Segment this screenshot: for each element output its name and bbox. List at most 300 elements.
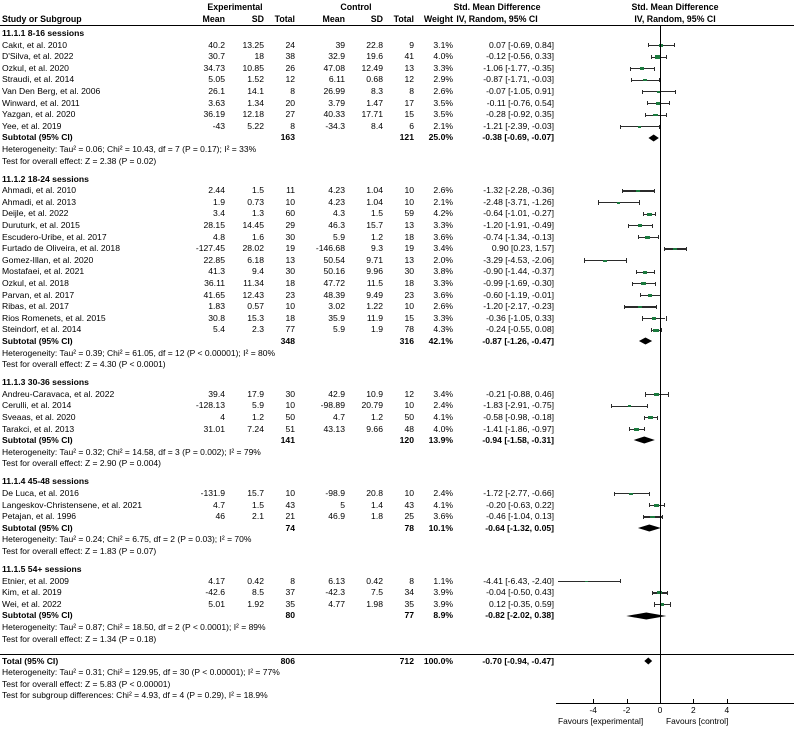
ci-end-cap bbox=[640, 293, 641, 297]
ctrl-total: 18 bbox=[404, 231, 414, 242]
study-effect-marker bbox=[638, 306, 642, 308]
exp-total: 8 bbox=[290, 86, 295, 96]
exp-mean: 26.1 bbox=[208, 86, 225, 96]
exp-mean: 39.4 bbox=[208, 388, 225, 399]
ctrl-total: 19 bbox=[404, 243, 414, 254]
x-axis-line bbox=[556, 703, 794, 704]
smd-value: -1.20 [-2.17, -0.23] bbox=[483, 301, 554, 312]
exp-mean: 31.01 bbox=[203, 423, 225, 434]
ci-end-cap bbox=[657, 416, 658, 420]
ctrl-sd: 1.9 bbox=[371, 324, 383, 335]
ci-end-cap bbox=[655, 282, 656, 286]
subgroup-heterogeneity-5: Heterogeneity: Tau² = 0.87; Chi² = 18.50, df = 2 (P < 0.0001); I² = 89% bbox=[2, 621, 266, 632]
study-label: Van Den Berg, et al. 2006 bbox=[2, 86, 101, 96]
weight-value: 2.0% bbox=[433, 254, 453, 265]
ci-end-cap bbox=[645, 392, 646, 396]
ci-end-cap bbox=[620, 125, 621, 129]
subtotal-exp-total: 74 bbox=[285, 522, 295, 533]
exp-mean: 5.01 bbox=[208, 598, 225, 609]
study-effect-marker bbox=[653, 114, 658, 117]
ctrl-mean: 4.23 bbox=[328, 185, 345, 196]
ctrl-mean: 4.3 bbox=[333, 208, 345, 219]
exp-mean: -43 bbox=[212, 120, 225, 131]
subtotal-smd: -0.82 [-2.02, 0.38] bbox=[485, 610, 554, 621]
exp-mean: 3.63 bbox=[208, 97, 225, 108]
weight-value: 3.6% bbox=[433, 289, 453, 300]
favours-control-label: Favours [control] bbox=[666, 716, 729, 726]
exp-sd: 17.9 bbox=[247, 388, 264, 399]
total-smd: -0.70 [-0.94, -0.47] bbox=[482, 655, 554, 666]
exp-mean: -131.9 bbox=[200, 487, 225, 498]
ctrl-total: 30 bbox=[404, 266, 414, 277]
ci-end-cap bbox=[636, 270, 637, 274]
exp-total: 23 bbox=[285, 289, 295, 300]
exp-mean: 4.17 bbox=[208, 575, 225, 586]
ctrl-total: 48 bbox=[404, 423, 414, 434]
smd-value: -1.21 [-2.39, -0.03] bbox=[483, 120, 554, 131]
ctrl-mean: 35.9 bbox=[328, 312, 345, 323]
exp-sd: 9.4 bbox=[252, 266, 264, 277]
subtotal-weight: 25.0% bbox=[428, 132, 453, 143]
study-label: Ahmadi, et al. 2010 bbox=[2, 185, 77, 196]
ctrl-mean: 39 bbox=[335, 39, 345, 50]
exp-total: 8 bbox=[290, 575, 295, 586]
smd-value: 0.12 [-0.35, 0.59] bbox=[489, 598, 554, 609]
subtotal-label: Subtotal (95% CI) bbox=[2, 522, 73, 533]
exp-total: 26 bbox=[285, 62, 295, 73]
summary-diamond bbox=[556, 335, 794, 347]
ctrl-mean: 46.9 bbox=[328, 511, 345, 522]
ci-end-cap bbox=[651, 328, 652, 332]
ctrl-mean: 46.3 bbox=[328, 220, 345, 230]
ctrl-sd: 20.79 bbox=[361, 400, 383, 411]
weight-value: 2.4% bbox=[433, 400, 453, 411]
exp-sd: 1.34 bbox=[247, 97, 264, 108]
study-effect-marker bbox=[645, 236, 650, 239]
study-effect-marker bbox=[647, 213, 652, 216]
header-group-experimental: Experimental bbox=[207, 2, 263, 12]
ci-end-cap bbox=[629, 427, 630, 431]
ci-end-cap bbox=[675, 90, 676, 94]
ci-end-cap bbox=[644, 416, 645, 420]
ci-end-cap bbox=[624, 305, 625, 309]
exp-sd: 1.5 bbox=[252, 499, 264, 510]
ctrl-total: 43 bbox=[404, 499, 414, 510]
total-weight: 100.0% bbox=[423, 655, 453, 666]
header-plot-title: Std. Mean Difference bbox=[631, 2, 719, 12]
ctrl-sd: 1.04 bbox=[366, 196, 383, 207]
smd-value: -0.87 [-1.71, -0.03] bbox=[483, 74, 554, 85]
ctrl-mean: 50.54 bbox=[323, 254, 345, 265]
exp-total: 18 bbox=[285, 312, 295, 323]
study-label: Deijle, et al. 2022 bbox=[2, 208, 69, 219]
study-effect-marker bbox=[654, 504, 659, 507]
total-label: Total (95% CI) bbox=[2, 655, 59, 666]
ci-end-cap bbox=[666, 113, 667, 117]
study-label: Gomez-Illan, et al. 2020 bbox=[2, 254, 94, 265]
ci-end-cap bbox=[620, 579, 621, 583]
exp-total: 30 bbox=[285, 266, 295, 277]
subgroup-differences-test: Test for subgroup differences: Chi² = 4.93, df = 4 (P = 0.29), I² = 18.9% bbox=[2, 690, 268, 701]
exp-total: 19 bbox=[285, 243, 295, 254]
exp-sd: 11.34 bbox=[243, 278, 264, 288]
ctrl-sd: 1.2 bbox=[371, 412, 383, 422]
subgroup-heading-2: 11.1.2 18-24 sessions bbox=[2, 173, 89, 184]
study-label: Tarakci, et al. 2013 bbox=[2, 423, 75, 434]
exp-mean: 41.3 bbox=[208, 266, 225, 277]
study-label: De Luca, et al. 2016 bbox=[2, 487, 79, 498]
study-label: Ozkul, et al. 2020 bbox=[2, 62, 69, 73]
ctrl-mean: 48.39 bbox=[323, 289, 345, 300]
subgroup-heading-4: 11.1.4 45-48 sessions bbox=[2, 476, 89, 487]
smd-value: -0.64 [-1.01, -0.27] bbox=[483, 208, 554, 219]
ctrl-total: 10 bbox=[404, 196, 414, 207]
smd-value: -0.58 [-0.98, -0.18] bbox=[483, 412, 554, 422]
header-plot-sub: IV, Random, 95% CI bbox=[634, 14, 716, 24]
ctrl-sd: 8.3 bbox=[371, 86, 383, 96]
ctrl-total: 59 bbox=[404, 208, 414, 219]
ctrl-mean: 47.08 bbox=[323, 62, 345, 73]
subtotal-smd: -0.87 [-1.26, -0.47] bbox=[482, 336, 554, 346]
x-axis-tick bbox=[627, 699, 628, 703]
weight-value: 2.1% bbox=[433, 120, 453, 131]
ctrl-total: 15 bbox=[404, 312, 414, 323]
ctrl-total: 41 bbox=[404, 51, 414, 62]
ctrl-sd: 7.5 bbox=[371, 587, 383, 598]
study-label: Parvan, et al. 2017 bbox=[2, 289, 75, 300]
header-col-ctrl-mean: Mean bbox=[322, 14, 345, 24]
weight-value: 4.0% bbox=[433, 423, 453, 434]
exp-mean: 41.65 bbox=[203, 289, 225, 300]
smd-value: -0.20 [-0.63, 0.22] bbox=[486, 499, 554, 510]
study-effect-marker bbox=[643, 271, 648, 274]
subgroup-heterogeneity-1: Heterogeneity: Tau² = 0.06; Chi² = 10.43, df = 7 (P = 0.17); I² = 33% bbox=[2, 144, 257, 154]
subtotal-ctrl-total: 78 bbox=[404, 522, 414, 533]
ci-end-cap bbox=[670, 602, 671, 606]
x-axis-tick bbox=[660, 699, 661, 703]
exp-sd: 14.1 bbox=[247, 86, 264, 96]
study-effect-marker bbox=[617, 202, 620, 204]
smd-value: -0.90 [-1.44, -0.37] bbox=[483, 266, 554, 277]
subgroup-overall-effect-2: Test for overall effect: Z = 4.30 (P < 0.0001) bbox=[2, 359, 166, 370]
x-axis-tick bbox=[693, 699, 694, 703]
smd-value: -0.07 [-1.05, 0.91] bbox=[486, 86, 554, 96]
study-label: Mostafaei, et al. 2021 bbox=[2, 266, 85, 277]
subtotal-ctrl-total: 121 bbox=[399, 132, 414, 143]
x-axis-tick bbox=[593, 699, 594, 703]
ci-end-cap bbox=[654, 189, 655, 193]
smd-value: -0.46 [-1.04, 0.13] bbox=[486, 511, 554, 522]
exp-sd: 14.45 bbox=[242, 220, 264, 230]
exp-sd: 12.43 bbox=[242, 289, 264, 300]
weight-value: 3.6% bbox=[433, 511, 453, 522]
x-axis-tick-label: 0 bbox=[657, 705, 663, 715]
study-label: Ribas, et al. 2017 bbox=[2, 301, 69, 312]
ci-end-cap bbox=[630, 67, 631, 71]
study-label: Etnier, et al. 2009 bbox=[2, 575, 69, 586]
ctrl-mean: 4.77 bbox=[328, 598, 345, 609]
ctrl-sd: 9.66 bbox=[366, 423, 383, 434]
study-label: Ahmadi, et al. 2013 bbox=[2, 196, 77, 207]
ci-end-cap bbox=[674, 43, 675, 47]
ci-end-cap bbox=[628, 224, 629, 228]
subtotal-ctrl-total: 316 bbox=[399, 336, 414, 346]
weight-value: 1.1% bbox=[433, 575, 453, 586]
weight-value: 4.0% bbox=[433, 51, 453, 62]
ctrl-total: 8 bbox=[409, 575, 414, 586]
ci-end-cap bbox=[669, 101, 670, 105]
header-group-control: Control bbox=[340, 2, 372, 12]
weight-value: 3.3% bbox=[433, 278, 453, 288]
exp-total: 10 bbox=[285, 487, 295, 498]
ctrl-total: 17 bbox=[404, 97, 414, 108]
subgroup-heterogeneity-2: Heterogeneity: Tau² = 0.39; Chi² = 61.05, df = 12 (P < 0.00001); I² = 80% bbox=[2, 347, 276, 358]
subgroup-overall-effect-4: Test for overall effect: Z = 1.83 (P = 0.07) bbox=[2, 545, 157, 556]
ci-end-cap bbox=[652, 224, 653, 228]
exp-mean: 1.9 bbox=[213, 196, 225, 207]
ctrl-mean: -42.3 bbox=[325, 587, 345, 598]
total-heterogeneity: Heterogeneity: Tau² = 0.31; Chi² = 129.95, df = 30 (P < 0.00001); I² = 77% bbox=[2, 667, 280, 678]
ctrl-sd: 1.8 bbox=[371, 511, 383, 522]
study-label: Winward, et al. 2011 bbox=[2, 97, 80, 108]
weight-value: 2.4% bbox=[433, 487, 453, 498]
exp-mean: 40.2 bbox=[208, 39, 225, 50]
subtotal-weight: 10.1% bbox=[428, 522, 453, 533]
ci-end-cap bbox=[686, 247, 687, 251]
ctrl-total: 9 bbox=[409, 39, 414, 50]
exp-sd: 1.6 bbox=[252, 231, 264, 242]
study-effect-marker bbox=[585, 581, 587, 582]
subgroup-overall-effect-5: Test for overall effect: Z = 1.34 (P = 0.18) bbox=[2, 633, 157, 644]
weight-value: 4.3% bbox=[433, 324, 453, 335]
weight-value: 3.3% bbox=[433, 62, 453, 73]
weight-value: 3.3% bbox=[433, 220, 453, 230]
exp-total: 35 bbox=[285, 598, 295, 609]
ci-end-cap bbox=[656, 305, 657, 309]
study-label: D'Silva, et al. 2022 bbox=[2, 51, 74, 62]
subgroup-overall-effect-3: Test for overall effect: Z = 2.90 (P = 0.004) bbox=[2, 458, 161, 469]
study-label: Sveaas, et al. 2020 bbox=[2, 412, 76, 422]
ctrl-mean: 40.33 bbox=[323, 109, 345, 120]
ctrl-sd: 1.04 bbox=[366, 185, 383, 196]
summary-diamond bbox=[556, 610, 794, 622]
subgroup-heading-3: 11.1.3 30-36 sessions bbox=[2, 377, 89, 388]
smd-value: -1.83 [-2.91, -0.75] bbox=[483, 400, 554, 411]
exp-total: 21 bbox=[285, 511, 295, 522]
ctrl-mean: -98.89 bbox=[320, 400, 345, 411]
smd-value: -0.24 [-0.55, 0.08] bbox=[486, 324, 554, 335]
study-effect-marker bbox=[638, 224, 642, 227]
ctrl-mean: 3.79 bbox=[328, 97, 345, 108]
ci-end-cap bbox=[645, 113, 646, 117]
ctrl-total: 13 bbox=[404, 220, 414, 230]
ctrl-sd: 0.42 bbox=[366, 575, 383, 586]
exp-sd: 10.85 bbox=[242, 62, 264, 73]
weight-value: 3.4% bbox=[433, 388, 453, 399]
ctrl-mean: 6.13 bbox=[328, 575, 345, 586]
exp-sd: 6.18 bbox=[247, 254, 264, 265]
ci-end-cap bbox=[631, 78, 632, 82]
weight-value: 3.4% bbox=[433, 243, 453, 254]
subtotal-smd: -0.64 [-1.32, 0.05] bbox=[485, 522, 554, 533]
exp-total: 10 bbox=[285, 400, 295, 411]
study-label: Escudero-Uribe, et al. 2017 bbox=[2, 231, 107, 242]
weight-value: 3.9% bbox=[433, 598, 453, 609]
study-effect-marker bbox=[643, 79, 647, 81]
ctrl-mean: 42.9 bbox=[328, 388, 345, 399]
ctrl-sd: 9.96 bbox=[366, 266, 383, 277]
exp-mean: 36.11 bbox=[204, 278, 225, 288]
ctrl-total: 10 bbox=[404, 301, 414, 312]
study-label: Langeskov-Christensene, et al. 2021 bbox=[2, 499, 142, 510]
study-label: Kim, et al. 2019 bbox=[2, 587, 62, 598]
ctrl-sd: 15.7 bbox=[366, 220, 383, 230]
smd-value: -0.36 [-1.05, 0.33] bbox=[486, 312, 554, 323]
study-label: Yee, et al. 2019 bbox=[2, 120, 62, 131]
header-col-study: Study or Subgroup bbox=[2, 14, 82, 24]
ctrl-sd: 17.71 bbox=[361, 109, 383, 120]
ctrl-mean: 5.9 bbox=[333, 231, 345, 242]
study-label: Petajan, et al. 1996 bbox=[2, 511, 77, 522]
ctrl-sd: 1.2 bbox=[371, 231, 383, 242]
ci-end-cap bbox=[644, 427, 645, 431]
ci-end-cap bbox=[649, 503, 650, 507]
exp-sd: 2.3 bbox=[252, 324, 264, 335]
study-effect-marker bbox=[634, 428, 639, 431]
smd-value: -0.21 [-0.88, 0.46] bbox=[486, 388, 554, 399]
ctrl-total: 13 bbox=[404, 62, 414, 73]
ctrl-mean: -146.68 bbox=[315, 243, 345, 254]
subtotal-weight: 42.1% bbox=[428, 336, 453, 346]
exp-sd: 0.42 bbox=[247, 575, 264, 586]
total-top-rule bbox=[0, 654, 794, 655]
study-label: Duruturk, et al. 2015 bbox=[2, 220, 80, 230]
exp-total: 13 bbox=[285, 254, 295, 265]
ctrl-total: 12 bbox=[404, 74, 414, 85]
smd-value: -4.41 [-6.43, -2.40] bbox=[483, 575, 554, 586]
ctrl-mean: 47.72 bbox=[323, 278, 345, 288]
summary-diamond bbox=[556, 522, 794, 534]
ctrl-mean: 6.11 bbox=[328, 74, 345, 85]
weight-value: 2.1% bbox=[433, 196, 453, 207]
exp-sd: 15.7 bbox=[247, 487, 264, 498]
exp-sd: 0.73 bbox=[247, 196, 264, 207]
subtotal-label: Subtotal (95% CI) bbox=[2, 610, 73, 621]
exp-sd: 28.02 bbox=[242, 243, 264, 254]
total-ctrl-total: 712 bbox=[399, 655, 414, 666]
weight-value: 2.6% bbox=[433, 185, 453, 196]
study-effect-marker bbox=[650, 516, 655, 519]
weight-value: 3.1% bbox=[433, 39, 453, 50]
weight-value: 4.1% bbox=[433, 412, 453, 422]
confidence-interval-line bbox=[558, 581, 620, 582]
weight-value: 4.1% bbox=[433, 499, 453, 510]
exp-mean: 4.7 bbox=[213, 499, 225, 510]
ctrl-sd: 9.3 bbox=[371, 243, 383, 254]
exp-total: 10 bbox=[285, 301, 295, 312]
exp-total: 29 bbox=[285, 220, 295, 230]
exp-total: 30 bbox=[285, 231, 295, 242]
smd-value: -0.11 [-0.76, 0.54] bbox=[486, 97, 554, 108]
study-label: Steindorf, et al. 2014 bbox=[2, 324, 82, 335]
smd-value: 0.07 [-0.69, 0.84] bbox=[489, 39, 554, 50]
exp-mean: 4 bbox=[220, 412, 225, 422]
exp-sd: 1.92 bbox=[247, 598, 264, 609]
ci-end-cap bbox=[658, 235, 659, 239]
study-effect-marker bbox=[654, 393, 658, 396]
ci-end-cap bbox=[652, 591, 653, 595]
exp-mean: 30.8 bbox=[208, 312, 225, 323]
study-effect-marker bbox=[648, 416, 653, 419]
exp-mean: 5.4 bbox=[213, 324, 225, 335]
exp-sd: 13.25 bbox=[242, 39, 264, 50]
exp-total: 30 bbox=[285, 388, 295, 399]
ctrl-sd: 11.5 bbox=[366, 278, 383, 288]
subgroup-heterogeneity-3: Heterogeneity: Tau² = 0.32; Chi² = 14.58, df = 3 (P = 0.002); I² = 79% bbox=[2, 446, 261, 457]
ctrl-sd: 8.4 bbox=[371, 120, 383, 131]
study-label: Andreu-Caravaca, et al. 2022 bbox=[2, 388, 115, 399]
exp-total: 60 bbox=[285, 208, 295, 219]
ci-end-cap bbox=[626, 258, 627, 262]
exp-total: 20 bbox=[285, 97, 295, 108]
ctrl-sd: 22.8 bbox=[366, 39, 383, 50]
subtotal-exp-total: 80 bbox=[285, 610, 295, 621]
subgroup-overall-effect-1: Test for overall effect: Z = 2.38 (P = 0.02) bbox=[2, 155, 157, 166]
ci-end-cap bbox=[647, 101, 648, 105]
ctrl-sd: 11.9 bbox=[366, 312, 383, 323]
ctrl-sd: 1.4 bbox=[371, 499, 383, 510]
exp-total: 18 bbox=[285, 278, 295, 288]
exp-total: 27 bbox=[285, 109, 295, 120]
exp-total: 11 bbox=[286, 185, 295, 196]
ctrl-mean: 50.16 bbox=[323, 266, 345, 277]
ctrl-total: 12 bbox=[404, 388, 414, 399]
ci-end-cap bbox=[655, 212, 656, 216]
ci-end-cap bbox=[668, 392, 669, 396]
exp-mean: 28.15 bbox=[203, 220, 225, 230]
ctrl-total: 10 bbox=[404, 400, 414, 411]
exp-mean: 3.4 bbox=[213, 208, 225, 219]
header-col-weight: Weight bbox=[423, 14, 453, 24]
ci-end-cap bbox=[664, 247, 665, 251]
exp-sd: 7.24 bbox=[247, 423, 264, 434]
smd-value: -2.48 [-3.71, -1.26] bbox=[483, 196, 554, 207]
exp-total: 51 bbox=[285, 423, 295, 434]
exp-total: 12 bbox=[285, 74, 295, 85]
ctrl-sd: 9.71 bbox=[366, 254, 383, 265]
study-effect-marker bbox=[629, 493, 633, 495]
subtotal-ctrl-total: 120 bbox=[399, 435, 414, 446]
exp-sd: 12.18 bbox=[242, 109, 264, 120]
study-label: Rios Romenets, et al. 2015 bbox=[2, 312, 106, 323]
subtotal-label: Subtotal (95% CI) bbox=[2, 435, 73, 446]
summary-diamond bbox=[556, 132, 794, 144]
ci-end-cap bbox=[643, 515, 644, 519]
exp-mean: 46 bbox=[215, 511, 225, 522]
study-label: Cakıt, et al. 2010 bbox=[2, 39, 67, 50]
smd-value: -1.72 [-2.77, -0.66] bbox=[483, 487, 554, 498]
subtotal-label: Subtotal (95% CI) bbox=[2, 336, 73, 346]
exp-total: 10 bbox=[285, 196, 295, 207]
header-col-smd-sub: IV, Random, 95% CI bbox=[456, 14, 538, 24]
subgroup-heading-1: 11.1.1 8-16 sessions bbox=[2, 28, 85, 38]
study-effect-marker bbox=[673, 248, 677, 251]
weight-value: 3.5% bbox=[433, 97, 453, 108]
exp-mean: 34.73 bbox=[203, 62, 225, 73]
x-axis-tick bbox=[727, 699, 728, 703]
exp-mean: 22.85 bbox=[203, 254, 225, 265]
ci-end-cap bbox=[662, 515, 663, 519]
